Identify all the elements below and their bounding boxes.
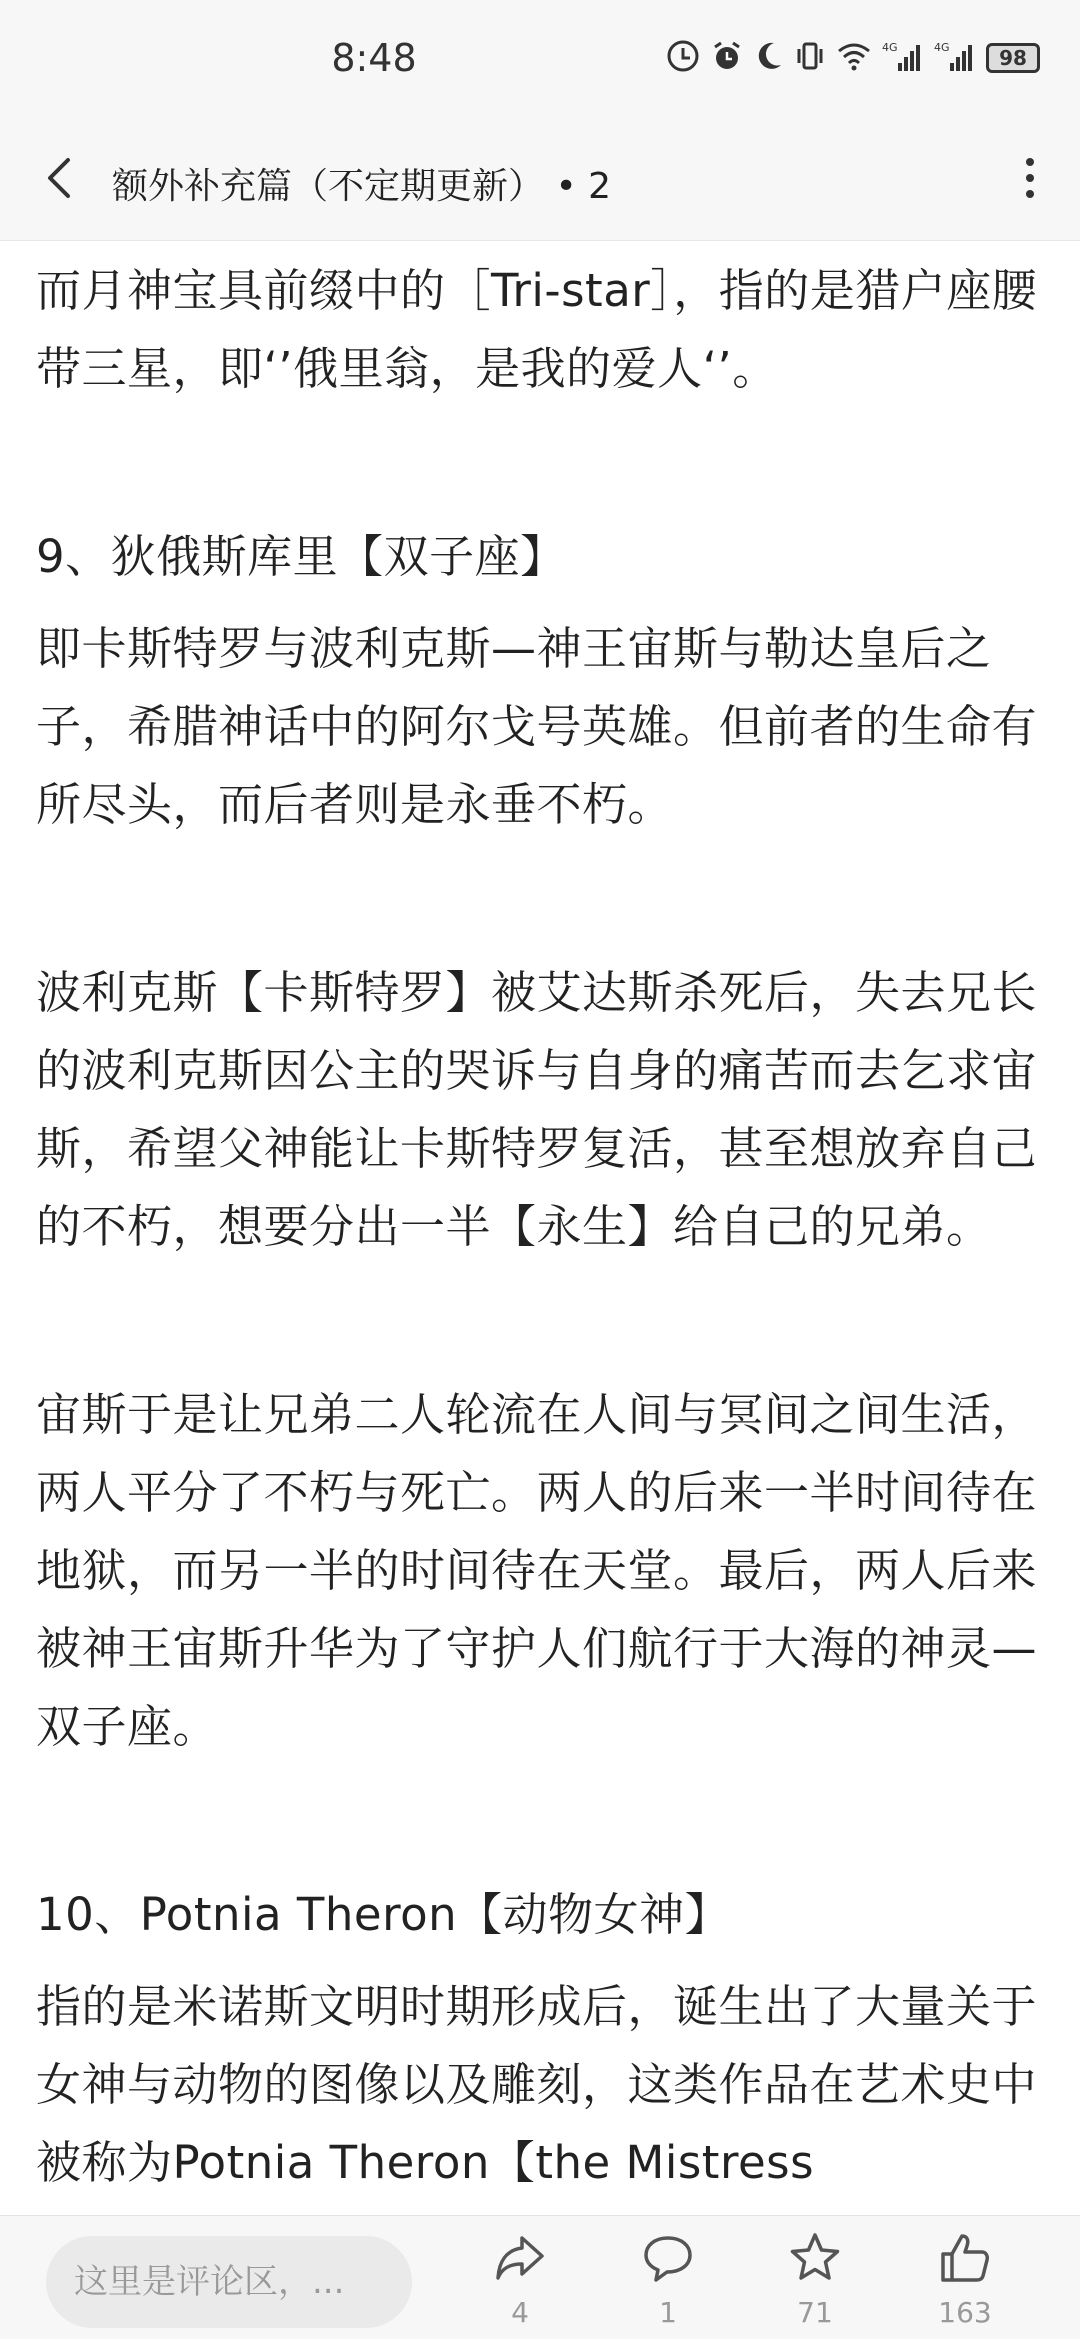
signal-4g-icon (934, 39, 976, 77)
favorite-count: 71 (797, 2296, 833, 2329)
share-count: 4 (511, 2296, 529, 2329)
battery-icon: 98 (986, 43, 1040, 73)
article-paragraph: 宙斯于是让兄弟二人轮流在人间与冥间之间生活，两人平分了不朽与死亡。两人的后来一半时间待在地狱，而另一半的时间待在天堂。最后，两人后来被神王宙斯升华为了守护人们航行于大海的神灵—双子座。 (36, 1388, 1038, 1753)
more-button[interactable] (1000, 150, 1060, 210)
more-vertical-icon (1024, 156, 1036, 204)
alarm-icon (710, 39, 744, 77)
thumbs-up-icon (937, 2230, 993, 2290)
page-title: 额外补充篇（不定期更新） • 2 (112, 166, 612, 207)
status-bar (0, 0, 1080, 120)
vibrate-icon (794, 39, 826, 77)
moon-icon (754, 39, 784, 77)
section-heading: 10、Potnia Theron【动物女神】 (36, 1888, 731, 1941)
article-paragraph: 指的是米诺斯文明时期形成后，诞生出了大量关于女神与动物的图像以及雕刻，这类作品在艺术史中被称为Potnia Theron【the Mistress (36, 1980, 1038, 2189)
chevron-left-icon (42, 156, 78, 204)
bottom-bar (0, 2215, 1080, 2339)
app-bar (0, 120, 1080, 241)
like-button[interactable] (905, 2230, 1025, 2340)
article-paragraph: 即卡斯特罗与波利克斯—神王宙斯与勒达皇后之子，希腊神话中的阿尔戈号英雄。但前者的生命有所尽头，而后者则是永垂不朽。 (36, 622, 1038, 831)
svg-text:4G: 4G (934, 41, 950, 54)
article-paragraph: 而月神宝具前缀中的［Tri-star］，指的是猎户座腰带三星，即‘’俄里翁，是我的爱人‘’。 (36, 264, 1038, 395)
comment-input[interactable] (46, 2236, 412, 2328)
status-time: 8:48 (331, 36, 417, 80)
signal-4g-icon (882, 39, 924, 77)
back-button[interactable] (30, 150, 90, 210)
comment-count: 1 (659, 2296, 677, 2329)
article-content (36, 240, 1046, 2215)
status-icons (666, 38, 1040, 78)
share-button[interactable] (460, 2230, 580, 2340)
svg-text:4G: 4G (882, 41, 898, 54)
comment-button[interactable] (608, 2230, 728, 2340)
section-heading: 9、狄俄斯库里【双子座】 (36, 530, 566, 583)
share-icon (492, 2230, 548, 2290)
data-saver-icon (666, 39, 700, 77)
wifi-icon (836, 39, 872, 77)
favorite-button[interactable] (755, 2230, 875, 2340)
comment-icon (640, 2230, 696, 2290)
article-paragraph: 波利克斯【卡斯特罗】被艾达斯杀死后，失去兄长的波利克斯因公主的哭诉与自身的痛苦而去乞求宙斯，希望父神能让卡斯特罗复活，甚至想放弃自己的不朽，想要分出一半【永生】给自己的兄弟。 (36, 966, 1038, 1253)
like-count: 163 (938, 2296, 992, 2329)
star-icon (787, 2230, 843, 2290)
